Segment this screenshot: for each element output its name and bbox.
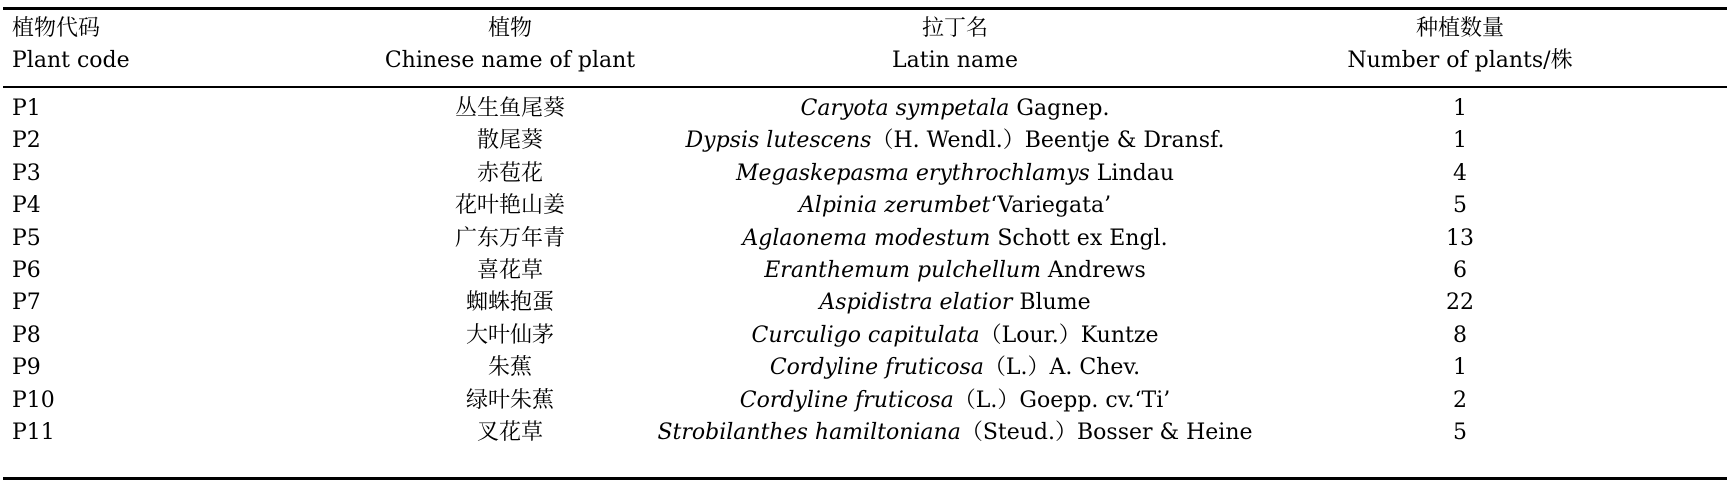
cell-number-of-plants: 1 [1453,355,1467,381]
cell-chinese-name: 散尾葵 [476,128,543,154]
table-top-rule [3,7,1727,10]
latin-authority: Gagnep. [1009,96,1110,121]
header-chinese-name-cn: 植物 [487,16,532,41]
cell-chinese-name: 花叶艳山姜 [454,193,565,219]
cell-plant-code: P6 [12,258,41,283]
cell-latin-name [600,91,1310,127]
cell-chinese-name: 绿叶朱蕉 [465,387,554,413]
table-header [0,13,1731,81]
cell-number-of-plants: 22 [1446,290,1474,316]
latin-genus-species: Strobilanthes hamiltoniana [657,420,961,445]
latin-genus-species: Cordyline fruticosa [739,387,954,413]
latin-genus-species: Cordyline fruticosa [769,355,984,381]
latin-authority: （L.）Goepp. cv.‘Ti’ [953,387,1171,413]
header-number-of-plants [1300,13,1620,77]
cell-chinese-name: 广东万年青 [454,225,565,251]
cell-chinese-name: 丛生鱼尾葵 [454,96,565,121]
latin-authority: Andrews [1040,258,1146,283]
cell-plant-code: P11 [12,420,55,445]
latin-genus-species: Caryota sympetala [800,96,1010,121]
cell-chinese-name: 喜花草 [476,258,543,283]
table-row [0,156,1731,192]
latin-genus-species: Curculigo capitulata [751,322,980,348]
cell-latin-name [600,383,1310,419]
cell-latin-name [600,350,1310,386]
cell-number-of-plants: 1 [1453,128,1467,154]
latin-authority: Lindau [1089,160,1174,186]
header-latin-name [600,13,1310,77]
latin-genus-species: Aglaonema modestum [742,225,991,251]
cell-number-of-plants: 8 [1453,322,1467,348]
cell-plant-code: P7 [12,290,41,316]
cell-plant-code: P2 [12,128,41,154]
cell-plant-code: P9 [12,355,41,381]
latin-genus-species: Eranthemum pulchellum [764,258,1041,283]
latin-authority: （Steud.）Bosser & Heine [960,420,1253,445]
cell-latin-name [600,285,1310,321]
cell-plant-code: P5 [12,225,41,251]
cell-plant-code: P8 [12,322,41,348]
header-number-cn: 种植数量 [1415,16,1504,41]
table-row [0,91,1731,127]
cell-chinese-name: 赤苞花 [476,160,543,186]
cell-plant-code: P10 [12,387,55,413]
cell-latin-name [600,123,1310,159]
cell-plant-code: P1 [12,96,41,121]
cell-number-of-plants: 5 [1453,193,1467,219]
cell-plant-code: P4 [12,193,41,219]
latin-authority: （H. Wendl.）Beentje & Dransf. [871,128,1225,154]
table-bottom-rule [3,477,1727,480]
cell-number-of-plants: 13 [1446,225,1474,251]
header-plant-code-en: Plant code [12,48,130,73]
header-number-en: Number of plants/株 [1347,48,1573,73]
latin-authority: （Lour.）Kuntze [979,322,1159,348]
latin-authority: （L.）A. Chev. [983,355,1141,381]
cell-chinese-name: 蜘蛛抱蛋 [465,290,554,316]
cell-latin-name [600,221,1310,257]
header-plant-code [12,13,130,77]
header-latin-name-cn: 拉丁名 [921,16,988,41]
table-row [0,318,1731,354]
cell-chinese-name: 朱蕉 [487,355,532,381]
cell-plant-code: P3 [12,160,41,186]
table-row [0,188,1731,224]
table-row [0,285,1731,321]
cell-number-of-plants: 6 [1453,258,1467,283]
header-plant-code-cn: 植物代码 [12,16,101,41]
table-row [0,221,1731,257]
latin-authority: Schott ex Engl. [990,225,1168,251]
cell-latin-name [600,156,1310,192]
table-row [0,123,1731,159]
table-row [0,383,1731,419]
cell-number-of-plants: 1 [1453,96,1467,121]
latin-genus-species: Alpinia zerumbet [798,193,991,219]
cell-number-of-plants: 2 [1453,387,1467,413]
latin-genus-species: Aspidistra elatior [819,290,1013,316]
table-row [0,350,1731,386]
header-chinese-name-en: Chinese name of plant [384,48,636,73]
latin-genus-species: Megaskepasma erythrochlamys [736,160,1090,186]
latin-authority: Blume [1012,290,1091,316]
cell-latin-name [600,188,1310,224]
cell-chinese-name: 叉花草 [476,420,543,445]
header-latin-name-en: Latin name [892,48,1018,73]
latin-authority: ‘Variegata’ [990,193,1112,219]
table-header-rule [3,86,1727,88]
cell-latin-name [600,415,1310,451]
table-row [0,415,1731,451]
cell-latin-name [600,253,1310,289]
table-row [0,253,1731,289]
latin-genus-species: Dypsis lutescens [685,128,872,154]
cell-number-of-plants: 5 [1453,420,1467,445]
cell-number-of-plants: 4 [1453,160,1467,186]
cell-chinese-name: 大叶仙茅 [465,322,554,348]
cell-latin-name [600,318,1310,354]
